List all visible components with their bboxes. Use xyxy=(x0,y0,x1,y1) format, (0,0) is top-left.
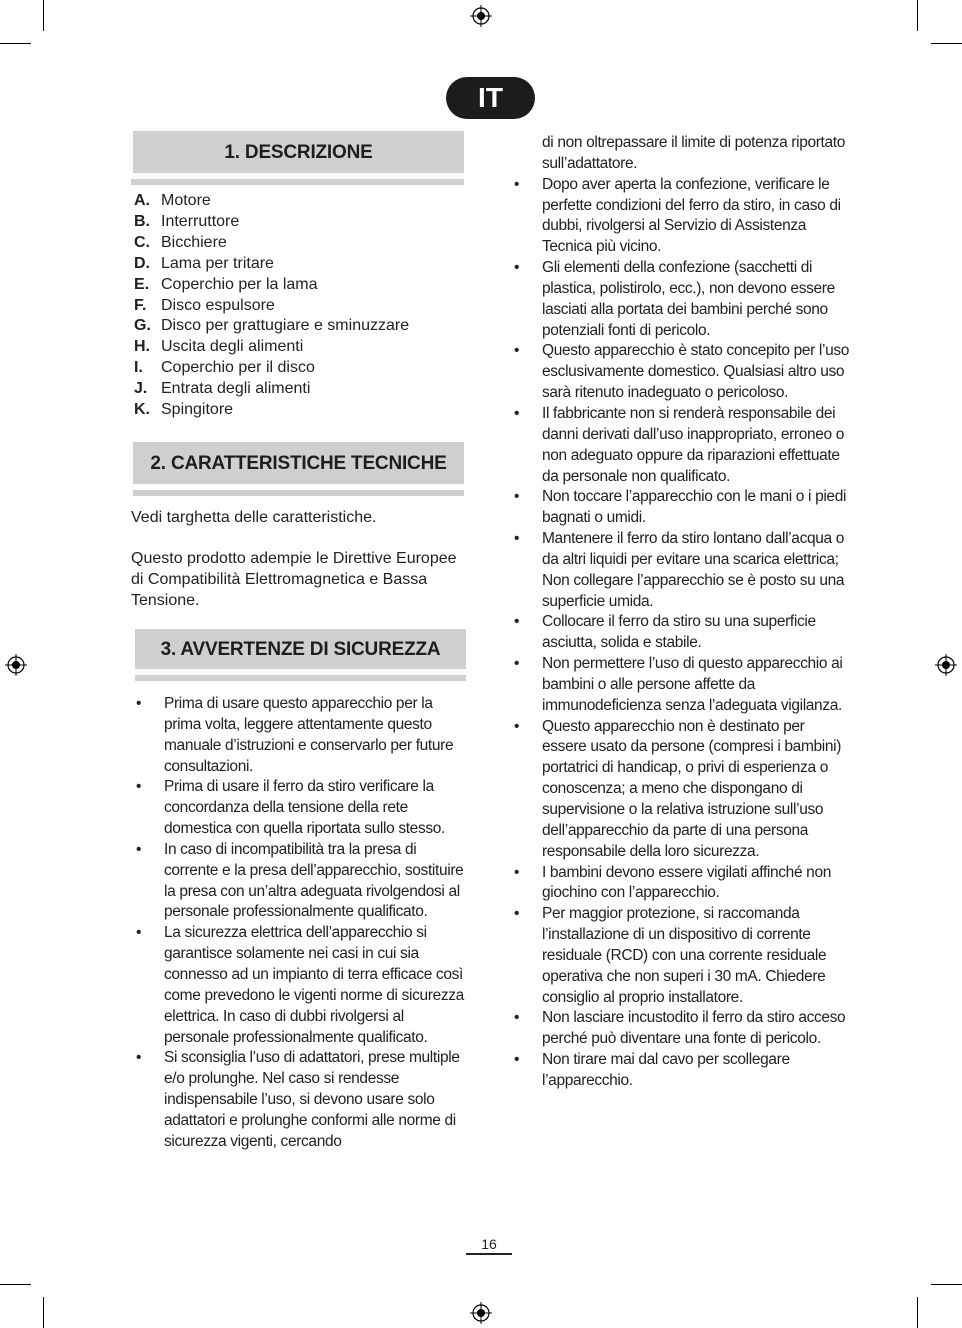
list-item: J. Entrata degli alimenti xyxy=(134,380,311,398)
component-list xyxy=(134,191,409,421)
list-item: • Mantenere il ferro da stiro lontano dall’acqua o da altri liquidi per evitare una scarica elettrica; Non collegare l’apparecchio se è posto su una superficie umida. xyxy=(514,530,845,610)
crop-mark xyxy=(43,0,44,31)
list-item: • Si sconsiglia l’uso di adattatori, prese multiple e/o prolunghe. Nel caso si rendesse indispensabile l’uso, si devono usare solo adattatori e prolunghe conformi alle norme di sicurezza vigenti, cercando xyxy=(136,1049,460,1150)
crop-mark xyxy=(917,1297,918,1328)
page-number-underline xyxy=(466,1253,512,1255)
list-item: G. Disco per grattugiare e sminuzzare xyxy=(134,317,410,335)
list-item: K. Spingitore xyxy=(134,401,234,419)
list-item: • Collocare il ferro da stiro su una superficie asciutta, solida e stabile. xyxy=(514,613,816,652)
list-item: • Dopo aver aperta la confezione, verificare le perfette condizioni del ferro da stiro, in caso di dubbi, rivolgersi al Servizio di Assistenza Tecnica più vicino. xyxy=(514,175,841,256)
list-item-continuation: di non oltrepassare il limite di potenza riportato sull’adattatore. xyxy=(542,134,846,172)
crop-mark xyxy=(917,0,918,31)
list-item: E. Coperchio per la lama xyxy=(134,275,318,293)
spec-paragraph: Vedi targhetta delle caratteristiche. xyxy=(131,509,377,526)
crop-mark xyxy=(931,1284,962,1285)
section-3-title: 3. AVVERTENZE DI SICUREZZA xyxy=(135,629,466,669)
section-divider xyxy=(131,179,464,185)
crop-mark xyxy=(0,43,31,44)
section-divider xyxy=(135,675,466,681)
list-item: • Per maggior protezione, si raccomanda l’installazione di un dispositivo di corrente residuale (RCD) con una corrente residuale operativa che non superi i 30 mA. Chiedere consiglio al proprio installatore. xyxy=(514,905,827,1006)
registration-mark-icon xyxy=(5,654,27,676)
list-item: • Questo apparecchio è stato concepito per l’uso esclusivamente domestico. Qualsiasi altro uso sarà ritenuto inadeguato o pericoloso. xyxy=(514,342,850,402)
crop-mark xyxy=(43,1297,44,1328)
list-item: A. Motore xyxy=(134,192,211,209)
language-badge: IT xyxy=(446,77,535,119)
directive-paragraph: Questo prodotto adempie le Direttive Europee di Compatibilità Elettromagnetica e Bassa Tensione. xyxy=(131,550,457,609)
crop-mark xyxy=(931,43,962,44)
list-item: C. Bicchiere xyxy=(134,233,227,251)
list-item: • Questo apparecchio non è destinato per essere usato da persone (compresi i bambini) portatrici di handicap, o privi di esperienza o conoscenza; a meno che dispongano di supervisione o la relativa istruzione sull’uso dell’apparecchio da parte di una persona responsabile della loro sicurezza. xyxy=(514,717,842,860)
crop-mark xyxy=(0,1284,31,1285)
section-divider xyxy=(133,490,464,496)
list-item: B. Interruttore xyxy=(134,212,240,230)
safety-list-left xyxy=(136,694,468,1153)
list-item: • Prima di usare il ferro da stiro verificare la concordanza della tensione della rete domestica con quella riportata sullo stesso. xyxy=(136,778,445,838)
registration-mark-icon xyxy=(470,1302,492,1324)
list-item: • Non toccare l’apparecchio con le mani o i piedi bagnati o umidi. xyxy=(514,488,847,527)
list-item: • Prima di usare questo apparecchio per la prima volta, leggere attentamente questo manuale d’istruzioni e conservarlo per future consultazioni. xyxy=(136,695,454,775)
list-item: • Il fabbricante non si renderà responsabile dei danni derivati dall’uso inappropriato, erroneo o non adeguato oppure da riparazioni effettuate da personale non qualificato. xyxy=(514,404,845,485)
list-item: • In caso di incompatibilità tra la presa di corrente e la presa dell’apparecchio, sostituire la presa con un’altra adeguata rivolgendosi al personale professionalmente qualificato. xyxy=(136,840,464,921)
safety-list-right xyxy=(514,133,850,1092)
registration-mark-icon xyxy=(935,654,957,676)
list-item: • Non tirare mai dal cavo per scollegare l’apparecchio. xyxy=(514,1051,790,1089)
list-item: D. Lama per tritare xyxy=(134,254,274,272)
list-item: I. Coperchio per il disco xyxy=(134,359,315,377)
list-item: • La sicurezza elettrica dell’apparecchio si garantisce solamente nei casi in cui sia connesso ad un impianto di terra efficace così come prevedono le vigenti norme di sicurezza elettrica. In caso di dubbi rivolgersi al personale professionalmente qualificato. xyxy=(136,924,464,1046)
list-item: F. Disco espulsore xyxy=(134,296,275,314)
page-number: 16 xyxy=(481,1236,497,1252)
section-1-title: 1. DESCRIZIONE xyxy=(133,131,464,173)
registration-mark-icon xyxy=(470,5,492,27)
list-item: H. Uscita degli alimenti xyxy=(134,338,304,356)
list-item: • Non permettere l’uso di questo apparecchio ai bambini o alle persone affette da immunodeficienza senza l’adeguata vigilanza. xyxy=(514,655,843,714)
list-item: • Gli elementi della confezione (sacchetti di plastica, polistirolo, ecc.), non devono essere lasciati alla portata dei bambini perché sono potenziali fonti di pericolo. xyxy=(514,259,835,339)
list-item: • Non lasciare incustodito il ferro da stiro acceso perché può diventare una fonte di pericolo. xyxy=(514,1009,846,1048)
list-item: • I bambini devono essere vigilati affinché non giochino con l’apparecchio. xyxy=(514,863,831,902)
section-2-title: 2. CARATTERISTICHE TECNICHE xyxy=(133,442,464,484)
